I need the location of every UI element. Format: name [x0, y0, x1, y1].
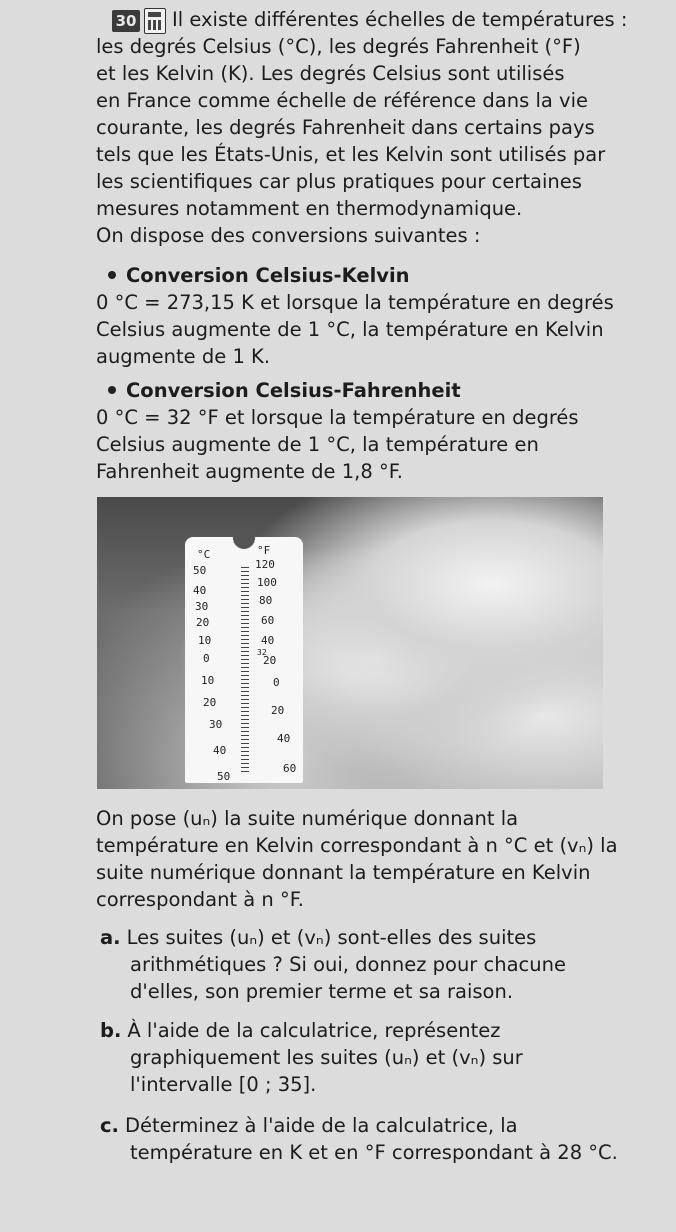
intro-line: en France comme échelle de référence dans la vie	[96, 89, 588, 112]
setup-line: température en Kelvin correspondant à n °C et (vₙ) la	[96, 834, 618, 857]
conversion-kelvin-title	[108, 262, 410, 289]
celsius-tick: 0	[203, 652, 210, 665]
question-label: b.	[100, 1019, 122, 1042]
thermometer-tube	[241, 567, 249, 772]
question-b-line-1	[100, 1017, 666, 1044]
intro-line: On dispose des conversions suivantes :	[96, 224, 481, 247]
celsius-tick: 40	[213, 744, 227, 757]
intro-first-line: Il existe différentes échelles de températures :	[172, 8, 628, 31]
question-label: c.	[100, 1114, 119, 1137]
fahrenheit-tick: 20	[263, 654, 277, 667]
fahrenheit-tick: 120	[255, 558, 275, 571]
conversion-line: Fahrenheit augmente de 1,8 °F.	[96, 460, 403, 483]
intro-line: les scientifiques car plus pratiques pour certaines	[96, 170, 582, 193]
bullet-icon	[108, 271, 116, 279]
intro-line: tels que les États-Unis, et les Kelvin sont utilisés par	[96, 143, 606, 166]
fahrenheit-tick: 32	[257, 648, 267, 657]
question-text: d'elles, son premier terme et sa raison.	[130, 980, 514, 1003]
conversion-line: Celsius augmente de 1 °C, la température en	[96, 433, 539, 456]
question-b	[100, 1017, 666, 1098]
intro-paragraph	[96, 33, 666, 249]
fahrenheit-tick: 20	[271, 704, 285, 717]
question-text: Déterminez à l'aide de la calculatrice, la	[124, 1114, 518, 1137]
question-label: a.	[100, 926, 121, 949]
question-a-line-1	[100, 924, 666, 951]
celsius-tick: 30	[209, 718, 223, 731]
intro-line: mesures notamment en thermodynamique.	[96, 197, 523, 220]
intro-line: et les Kelvin (K). Les degrés Celsius sont utilisés	[96, 62, 565, 85]
thermometer-photo	[97, 497, 603, 789]
exercise-number-badge: 30	[112, 10, 140, 32]
bullet-icon	[108, 386, 116, 394]
conversion-kelvin-title-text: Conversion Celsius-Kelvin	[126, 264, 410, 287]
intro-line: courante, les degrés Fahrenheit dans certains pays	[96, 116, 595, 139]
conversion-fahrenheit-body	[96, 404, 666, 485]
fahrenheit-tick: 40	[261, 634, 275, 647]
conversion-line: augmente de 1 K.	[96, 345, 271, 368]
conversion-kelvin-body	[96, 289, 666, 370]
celsius-tick: 40	[193, 584, 207, 597]
conversion-line: 0 °C = 32 °F et lorsque la température en degrés	[96, 406, 579, 429]
celsius-tick: 50	[217, 770, 231, 783]
question-text: Les suites (uₙ) et (vₙ) sont-elles des suites	[126, 926, 537, 949]
fahrenheit-tick: 40	[277, 732, 291, 745]
conversion-fahrenheit-title-text: Conversion Celsius-Fahrenheit	[126, 379, 461, 402]
question-c-line-1	[100, 1112, 666, 1139]
setup-line: correspondant à n °F.	[96, 888, 305, 911]
setup-line: suite numérique donnant la température en Kelvin	[96, 861, 591, 884]
fahrenheit-unit-label: °F	[257, 544, 271, 557]
fahrenheit-tick: 100	[257, 576, 277, 589]
conversion-fahrenheit-title	[108, 377, 461, 404]
setup-paragraph	[96, 805, 666, 913]
celsius-tick: 30	[195, 600, 209, 613]
question-a	[100, 924, 666, 1005]
celsius-tick: 20	[203, 696, 217, 709]
setup-line: On pose (uₙ) la suite numérique donnant la	[96, 807, 519, 830]
fahrenheit-tick: 80	[259, 594, 273, 607]
conversion-line: Celsius augmente de 1 °C, la température en Kelvin	[96, 318, 604, 341]
fahrenheit-tick: 0	[273, 676, 280, 689]
fahrenheit-tick: 60	[261, 614, 275, 627]
question-text: arithmétiques ? Si oui, donnez pour chacune	[130, 953, 566, 976]
celsius-tick: 10	[198, 634, 212, 647]
thermometer-cap	[233, 527, 255, 549]
question-text: graphiquement les suites (uₙ) et (vₙ) sur	[130, 1046, 523, 1069]
celsius-tick: 10	[201, 674, 215, 687]
celsius-unit-label: °C	[197, 548, 211, 561]
question-text: l'intervalle [0 ; 35].	[130, 1073, 317, 1096]
celsius-tick: 50	[193, 564, 207, 577]
question-c	[100, 1112, 666, 1166]
conversion-line: 0 °C = 273,15 K et lorsque la température en degrés	[96, 291, 614, 314]
question-text: température en K et en °F correspondant à 28 °C.	[130, 1141, 618, 1164]
celsius-tick: 20	[196, 616, 210, 629]
fahrenheit-tick: 60	[283, 762, 297, 775]
intro-line: les degrés Celsius (°C), les degrés Fahrenheit (°F)	[96, 35, 581, 58]
calculator-icon	[144, 8, 166, 34]
question-text: À l'aide de la calculatrice, représentez	[127, 1019, 501, 1042]
